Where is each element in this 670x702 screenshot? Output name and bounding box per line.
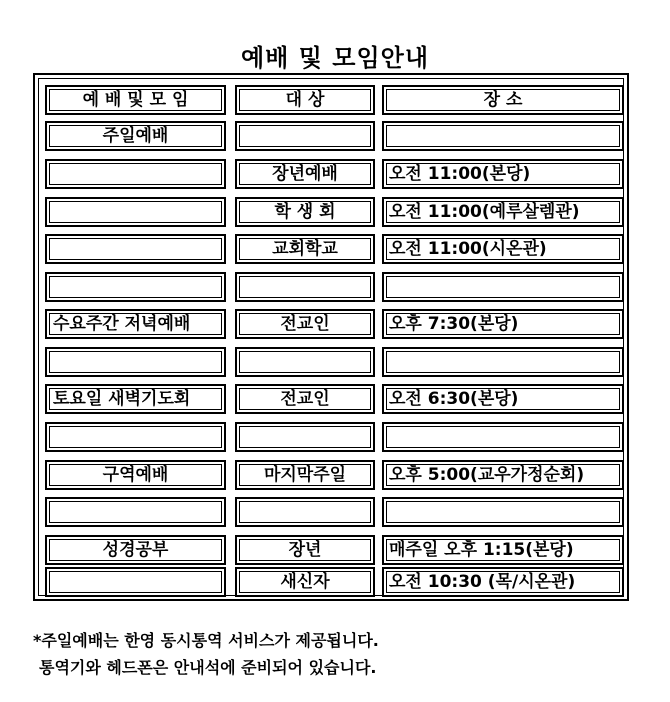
cell-worship: 구역예배 bbox=[45, 460, 226, 490]
cell-worship bbox=[45, 234, 226, 264]
footnote-headphones: 통역기와 헤드폰은 안내석에 준비되어 있습니다. bbox=[39, 658, 377, 677]
cell-place: 오후 7:30(본당) bbox=[382, 309, 624, 339]
table-row bbox=[39, 384, 623, 418]
table-row bbox=[39, 159, 623, 193]
cell-target bbox=[235, 121, 375, 151]
table-row bbox=[39, 234, 623, 268]
cell-worship bbox=[45, 497, 226, 527]
cell-worship: 토요일 새벽기도회 bbox=[45, 384, 226, 414]
header-place: 장 소 bbox=[382, 85, 624, 115]
cell-target bbox=[235, 422, 375, 452]
cell-worship bbox=[45, 422, 226, 452]
cell-worship bbox=[45, 197, 226, 227]
schedule-table bbox=[33, 73, 629, 601]
cell-worship: 수요주간 저녁예배 bbox=[45, 309, 226, 339]
cell-place: 오전 11:00(시온관) bbox=[382, 234, 624, 264]
schedule-table-inner bbox=[38, 78, 624, 596]
table-row bbox=[39, 535, 623, 569]
cell-target: 마지막주일 bbox=[235, 460, 375, 490]
cell-target bbox=[235, 272, 375, 302]
cell-worship bbox=[45, 159, 226, 189]
cell-place: 매주일 오후 1:15(본당) bbox=[382, 535, 624, 565]
table-row bbox=[39, 347, 623, 381]
cell-place bbox=[382, 497, 624, 527]
cell-place: 오전 11:00(예루살렘관) bbox=[382, 197, 624, 227]
cell-place bbox=[382, 347, 624, 377]
cell-worship bbox=[45, 272, 226, 302]
cell-worship: 주일예배 bbox=[45, 121, 226, 151]
cell-target: 장년 bbox=[235, 535, 375, 565]
table-row bbox=[39, 121, 623, 155]
cell-place: 오전 6:30(본당) bbox=[382, 384, 624, 414]
table-row bbox=[39, 460, 623, 494]
cell-place: 오후 5:00(교우가정순회) bbox=[382, 460, 624, 490]
cell-place bbox=[382, 121, 624, 151]
header-worship: 예 배 및 모 임 bbox=[45, 85, 226, 115]
cell-worship bbox=[45, 567, 226, 597]
cell-target: 학 생 회 bbox=[235, 197, 375, 227]
cell-place: 오전 10:30 (목/시온관) bbox=[382, 567, 624, 597]
table-row bbox=[39, 272, 623, 306]
footnote-interpretation: *주일예배는 한영 동시통역 서비스가 제공됩니다. bbox=[33, 631, 379, 650]
cell-target bbox=[235, 347, 375, 377]
table-row bbox=[39, 497, 623, 531]
table-row bbox=[39, 197, 623, 231]
cell-worship: 성경공부 bbox=[45, 535, 226, 565]
cell-target: 장년예배 bbox=[235, 159, 375, 189]
cell-place bbox=[382, 422, 624, 452]
table-row bbox=[39, 309, 623, 343]
header-target: 대 상 bbox=[235, 85, 375, 115]
cell-target: 새신자 bbox=[235, 567, 375, 597]
cell-worship bbox=[45, 347, 226, 377]
cell-place bbox=[382, 272, 624, 302]
table-row bbox=[39, 422, 623, 456]
page-title: 예배 및 모임안내 bbox=[241, 44, 429, 72]
table-header-row bbox=[39, 85, 623, 119]
cell-target: 교회학교 bbox=[235, 234, 375, 264]
cell-target: 전교인 bbox=[235, 384, 375, 414]
cell-place: 오전 11:00(본당) bbox=[382, 159, 624, 189]
cell-target: 전교인 bbox=[235, 309, 375, 339]
table-row bbox=[39, 567, 623, 601]
cell-target bbox=[235, 497, 375, 527]
